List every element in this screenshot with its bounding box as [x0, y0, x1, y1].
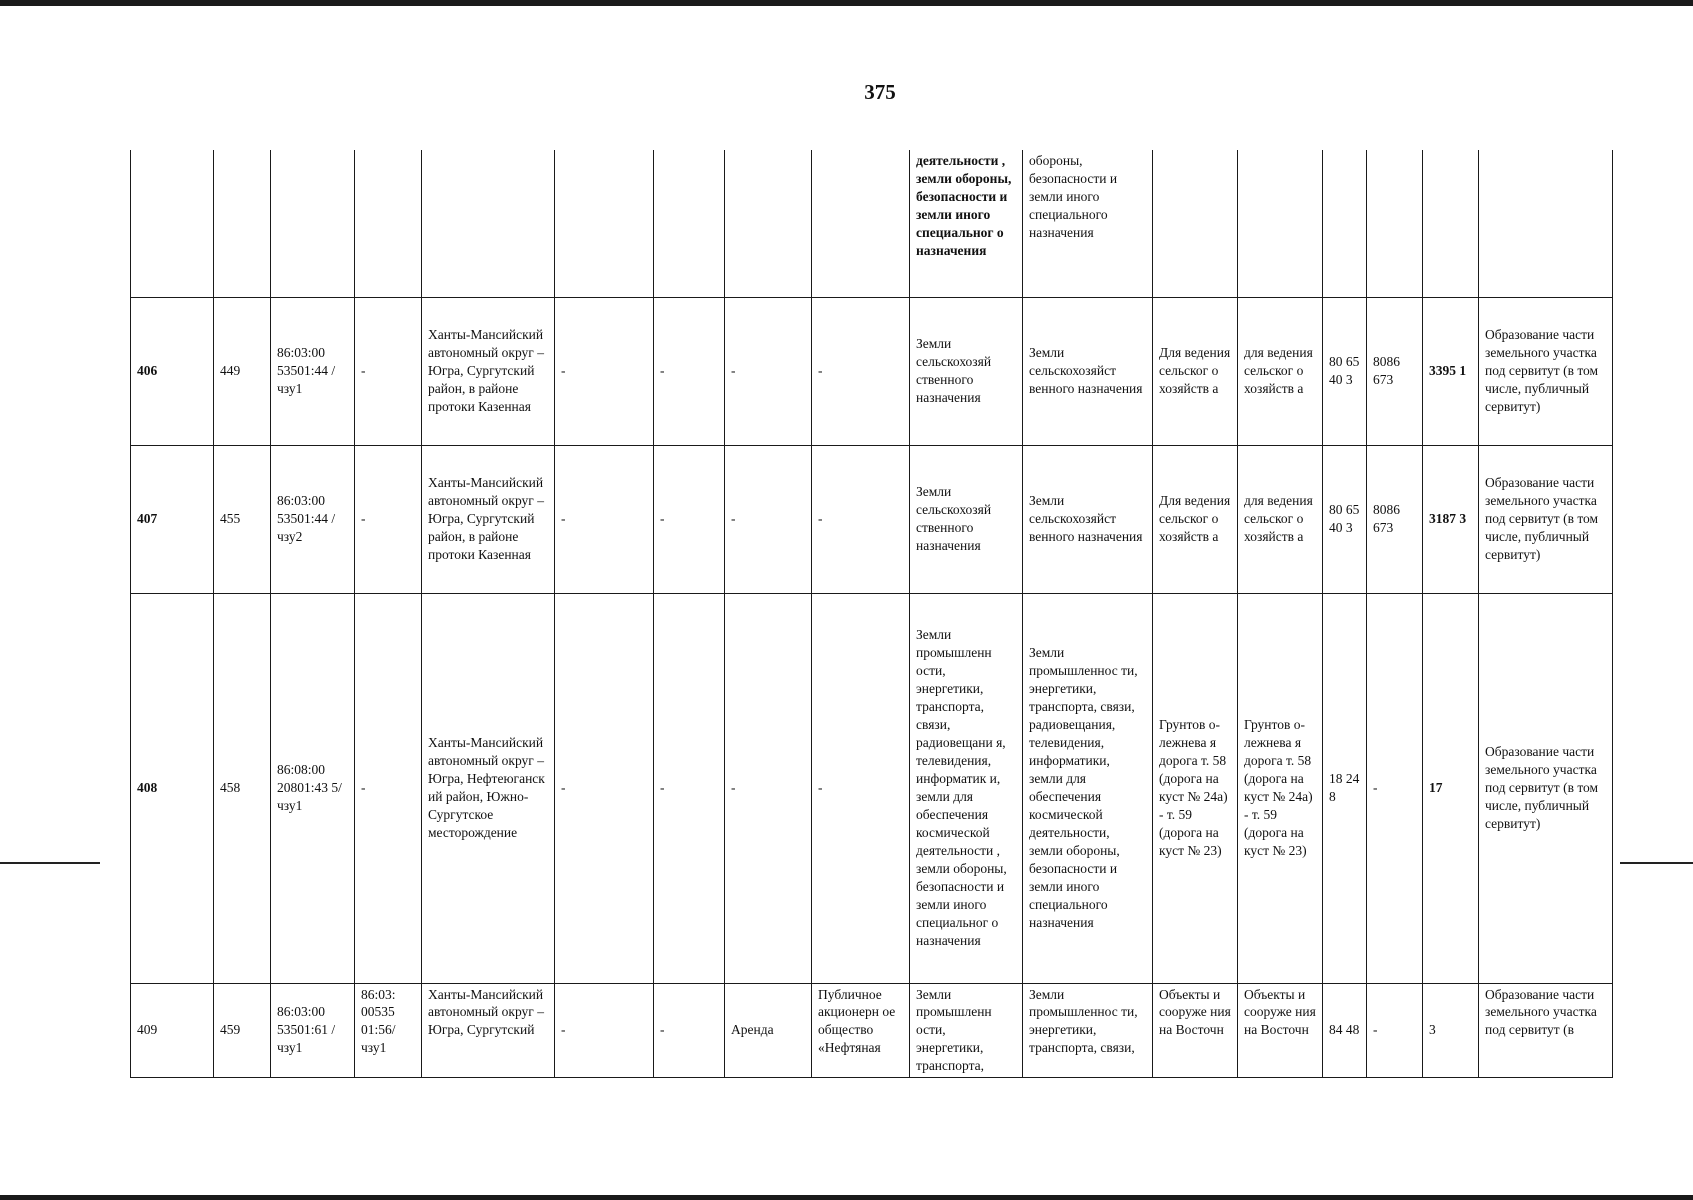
scan-artifact-line [0, 862, 100, 864]
purpose: Образование части земельного участка под сервитут (в том числе, публичный сервитут) [1479, 445, 1613, 593]
cell-7: - [654, 593, 725, 983]
row-number: 406 [131, 297, 214, 445]
cell-8: - [725, 593, 812, 983]
cell-7: - [654, 983, 725, 1078]
cadastral-number: 86:08:00 20801:43 5/чзу1 [271, 593, 355, 983]
cadastral-number: 86:03:00 53501:61 /чзу1 [271, 983, 355, 1078]
land-category-current: Земли сельскохозяй ственного назначения [910, 445, 1023, 593]
land-category-planned: Земли промышленнос ти, энергетики, транспорта, связи, [1023, 983, 1153, 1078]
area-2: - [1367, 983, 1423, 1078]
cadastral-number: 86:03:00 53501:44 /чзу2 [271, 445, 355, 593]
permitted-use-current: Грунтов о-лежнева я дорога т. 58 (дорога на куст № 24а) - т. 59 (дорога на куст № 23) [1153, 593, 1238, 983]
cell-6: - [555, 445, 654, 593]
location: Ханты-Мансийский автономный округ – Югра, Нефтеюганск ий район, Южно-Сургутское месторождение [422, 593, 555, 983]
parcel-id: 449 [214, 297, 271, 445]
permitted-use-planned: Грунтов о-лежнева я дорога т. 58 (дорога на куст № 24а) - т. 59 (дорога на куст № 23) [1238, 593, 1323, 983]
land-category-current: Земли промышленн ости, энергетики, транспорта, [910, 983, 1023, 1078]
area-2: - [1367, 593, 1423, 983]
land-category-planned: Земли сельскохозяйст венного назначения [1023, 445, 1153, 593]
area-3: 3 [1423, 983, 1479, 1078]
parent-parcel: 86:03: 00535 01:56/ чзу1 [355, 983, 422, 1078]
bottom-border [0, 1195, 1693, 1200]
parcel-id: 459 [214, 983, 271, 1078]
purpose [1479, 150, 1613, 297]
table-row [131, 150, 1613, 297]
purpose: Образование части земельного участка под сервитут (в том числе, публичный сервитут) [1479, 297, 1613, 445]
top-border [0, 0, 1693, 6]
cell-9: - [812, 297, 910, 445]
row-number: 407 [131, 445, 214, 593]
cell-8 [725, 150, 812, 297]
permitted-use-planned [1238, 150, 1323, 297]
location: Ханты-Мансийский автономный округ – Югра, Сургутский [422, 983, 555, 1078]
area [1323, 150, 1367, 297]
cell-7: - [654, 297, 725, 445]
table-row [131, 593, 1613, 983]
purpose: Образование части земельного участка под сервитут (в [1479, 983, 1613, 1078]
row-number [131, 150, 214, 297]
row-number: 409 [131, 983, 214, 1078]
land-category-planned: обороны, безопасности и земли иного специального назначения [1023, 150, 1153, 297]
parent-parcel: - [355, 445, 422, 593]
area: 80 65 40 3 [1323, 445, 1367, 593]
land-category-current: Земли промышленн ости, энергетики, транспорта, связи, радиовещани я, телевидения, информатик и, земли для обеспечения космической деятельности , земли обороны, безопасности и земли иного специальног о назначения [910, 593, 1023, 983]
cell-7 [654, 150, 725, 297]
cell-9: Публичное акционерн ое общество «Нефтяная [812, 983, 910, 1078]
area-3 [1423, 150, 1479, 297]
location: Ханты-Мансийский автономный округ – Югра, Сургутский район, в районе протоки Казенная [422, 445, 555, 593]
permitted-use-planned: для ведения сельског о хозяйств а [1238, 445, 1323, 593]
area: 80 65 40 3 [1323, 297, 1367, 445]
scan-artifact-line [1620, 862, 1693, 864]
cell-8: - [725, 445, 812, 593]
cell-8: - [725, 297, 812, 445]
parent-parcel [355, 150, 422, 297]
area-3: 3395 1 [1423, 297, 1479, 445]
parent-parcel: - [355, 297, 422, 445]
land-register-table [130, 150, 1613, 1078]
land-category-planned: Земли промышленнос ти, энергетики, транспорта, связи, радиовещания, телевидения, информатики, земли для обеспечения космической деятельности, земли обороны, безопасности и земли иного специального назначения [1023, 593, 1153, 983]
permitted-use-planned: для ведения сельског о хозяйств а [1238, 297, 1323, 445]
cell-9 [812, 150, 910, 297]
land-category-current: деятельности , земли обороны, безопасности и земли иного специальног о назначения [910, 150, 1023, 297]
area-3: 3187 3 [1423, 445, 1479, 593]
row-number: 408 [131, 593, 214, 983]
cell-6: - [555, 297, 654, 445]
cell-8: Аренда [725, 983, 812, 1078]
area-2: 8086 673 [1367, 445, 1423, 593]
parent-parcel: - [355, 593, 422, 983]
permitted-use-current: Для ведения сельског о хозяйств а [1153, 445, 1238, 593]
area-2 [1367, 150, 1423, 297]
purpose: Образование части земельного участка под сервитут (в том числе, публичный сервитут) [1479, 593, 1613, 983]
cell-9: - [812, 445, 910, 593]
table-row [131, 445, 1613, 593]
land-category-planned: Земли сельскохозяйст венного назначения [1023, 297, 1153, 445]
permitted-use-current [1153, 150, 1238, 297]
area-2: 8086 673 [1367, 297, 1423, 445]
cell-6: - [555, 593, 654, 983]
location [422, 150, 555, 297]
parcel-id: 458 [214, 593, 271, 983]
table-row [131, 983, 1613, 1078]
page-number: 375 [864, 80, 896, 104]
cell-7: - [654, 445, 725, 593]
permitted-use-planned: Объекты и сооруже ния на Восточн [1238, 983, 1323, 1078]
cell-6: - [555, 983, 654, 1078]
permitted-use-current: Для ведения сельског о хозяйств а [1153, 297, 1238, 445]
cell-9: - [812, 593, 910, 983]
table-row [131, 297, 1613, 445]
permitted-use-current: Объекты и сооруже ния на Восточн [1153, 983, 1238, 1078]
cell-6 [555, 150, 654, 297]
area-3: 17 [1423, 593, 1479, 983]
parcel-id: 455 [214, 445, 271, 593]
cadastral-number [271, 150, 355, 297]
parcel-id [214, 150, 271, 297]
area: 84 48 [1323, 983, 1367, 1078]
location: Ханты-Мансийский автономный округ – Югра, Сургутский район, в районе протоки Казенная [422, 297, 555, 445]
area: 18 24 8 [1323, 593, 1367, 983]
cadastral-number: 86:03:00 53501:44 /чзу1 [271, 297, 355, 445]
land-category-current: Земли сельскохозяй ственного назначения [910, 297, 1023, 445]
